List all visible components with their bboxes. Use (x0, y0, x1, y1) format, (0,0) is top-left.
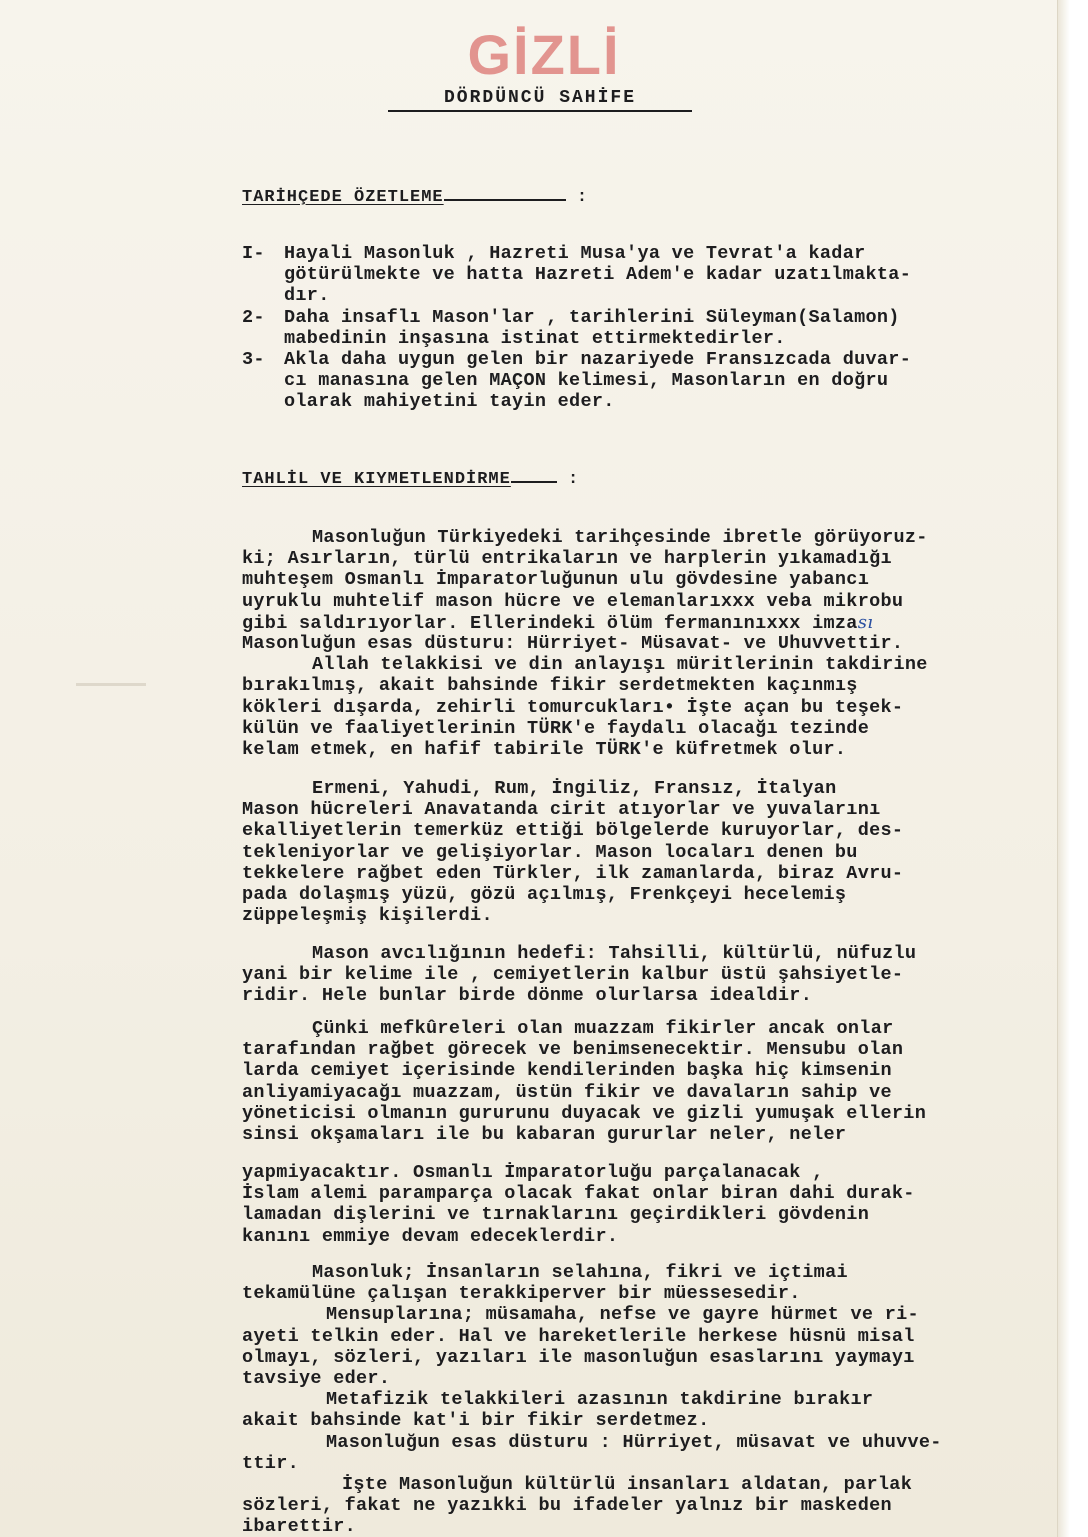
list-item-number: 2- (242, 306, 265, 328)
page-heading: DÖRDÜNCÜ SAHİFE (388, 88, 692, 112)
list-item-number: I- (242, 243, 265, 264)
paper-edge (1057, 0, 1088, 1537)
summary-list (242, 243, 1052, 413)
summary-title-text: TARİHÇEDE ÖZETLEME (242, 188, 444, 207)
analysis-title-colon: : (568, 470, 580, 489)
confidential-stamp: GİZLİ (467, 23, 621, 86)
list-item-line: I- Hayali Masonluk , Hazreti Musa'ya ve Tevrat'a kadar (242, 243, 866, 264)
analysis-paragraph-5: yapmiyacaktır. Osmanlı İmparatorluğu parçalanacak , İslam alemi paramparça olacak fakat onlar biran dahi durak- lamadan dişlerini ve tırnaklarını geçirdikleri gövdenin kanını emmiye devam edeceklerdir. (242, 1162, 915, 1247)
analysis-paragraph-4: Çünki mefkûreleri olan muazzam fikirler ancak onlar tarafından rağbet görecek ve benimsenecektir. Mensubu olan larda cemiyet içerisinde kendilerinden başka hiç kimsenin anliyamiyacağı muazzam, üstün fikir ve davaların sahip ve yöneticisi olmanın gururunu duyacak ve gizli yumuşak ellerin sinsi okşamaları ile bu kabaran gururlar neler, neler (242, 1018, 927, 1145)
list-item-line: götürülmekte ve hatta Hazreti Adem'e kadar uzatılmakta- (284, 264, 912, 286)
list-item-line: dır. (284, 285, 330, 307)
analysis-paragraph-1: Masonluğun Türkiyedeki tarihçesinde ibretle görüyoruz- ki; Asırların, türlü entrikaların ve harplerin yıkamadığı muhteşem Osmanlı İmparatorluğunun ulu gövdesine yabancı uyruklu muhtelif mason hücre ve elemanlarıxxx veba mikrobu gibi saldırıyorlar. Ellerindeki ölüm fermanınıxxx imzası Masonluğun esas düsturu: Hürriyet- Müsavat- ve Uhuvvettir. Allah telakkisi ve din anlayışı müritlerinin takdirine bırakılmış, akait bahsinde fikir serdetmekten kaçınmış kökleri dışarda, zehirli tomurcukları• İşte açan bu teşek- külün ve faaliyetlerinin TÜRK'e faydalı olacağı tezinde kelam etmek, en hafif tabirile TÜRK'e küfretmek olur. (242, 527, 928, 760)
analysis-title-text: TAHLİL VE KIYMETLENDİRME (242, 470, 511, 489)
handwritten-note: sı (857, 611, 874, 633)
summary-title-colon: : (576, 188, 589, 207)
list-item-number: 3- (242, 348, 265, 370)
analysis-section-title (242, 470, 579, 489)
analysis-paragraph-2: Ermeni, Yahudi, Rum, İngiliz, Fransız, İtalyan Mason hücreleri Anavatanda cirit atıyorlar ve yuvalarını ekalliyetlerin temerküz ettiği bölgelerde kuruyorlar, des- tekleniyorlar ve gelişiyorlar. Mason locaları denen bu tekkelere rağbet eden Türkler, ilk zamanlarda, biraz Avru- pada dolaşmış yüzü, gözü açılmış, Frenkçeyi hecelemiş züppeleşmiş kişilerdi. (242, 778, 904, 927)
analysis-paragraph-6: Masonluk; İnsanların selahına, fikri ve içtimai tekamülüne çalışan terakkiperver bir müessesedir. Mensuplarına; müsamaha, nefse ve gayre hürmet ve ri- ayeti telkin eder. Hal ve hareketlerile herkese hüsnü misal olmayı, sözleri, yazıları ile masonluğun esaslarını yaymayı tavsiye eder. Metafizik telakkileri azasının takdirine bırakır akait bahsinde kat'i bir fikir serdetmez. Masonluğun esas düsturu : Hürriyet, müsavat ve uhuvve- ttir. İşte Masonluğun kültürlü insanları aldatan, parlak sözleri, fakat ne yazıkki bu ifadeler yalnız bir maskeden ibarettir. (242, 1262, 942, 1537)
list-item-line: 2- Daha insaflı Mason'lar , tarihlerini Süleyman(Salamon) (242, 306, 900, 328)
paper-smudge (76, 683, 146, 686)
list-item-line: 3- Akla daha uygun gelen bir nazariyede Fransızcada duvar- (242, 348, 912, 370)
summary-section-title (242, 188, 588, 207)
analysis-paragraph-3: Mason avcılığının hedefi: Tahsilli, kültürlü, nüfuzlu yani bir kelime ile , cemiyetlerin kalbur üstü şahsiyetle- ridir. Hele bunlar birde dönme olurlarsa idealdir. (242, 943, 917, 1007)
list-item-line: mabedinin inşasına istinat ettirmektedirler. (284, 327, 786, 349)
list-item-line: olarak mahiyetini tayin eder. (284, 391, 615, 413)
list-item-line: cı manasına gelen MAÇON kelimesi, Masonların en doğru (284, 370, 889, 392)
